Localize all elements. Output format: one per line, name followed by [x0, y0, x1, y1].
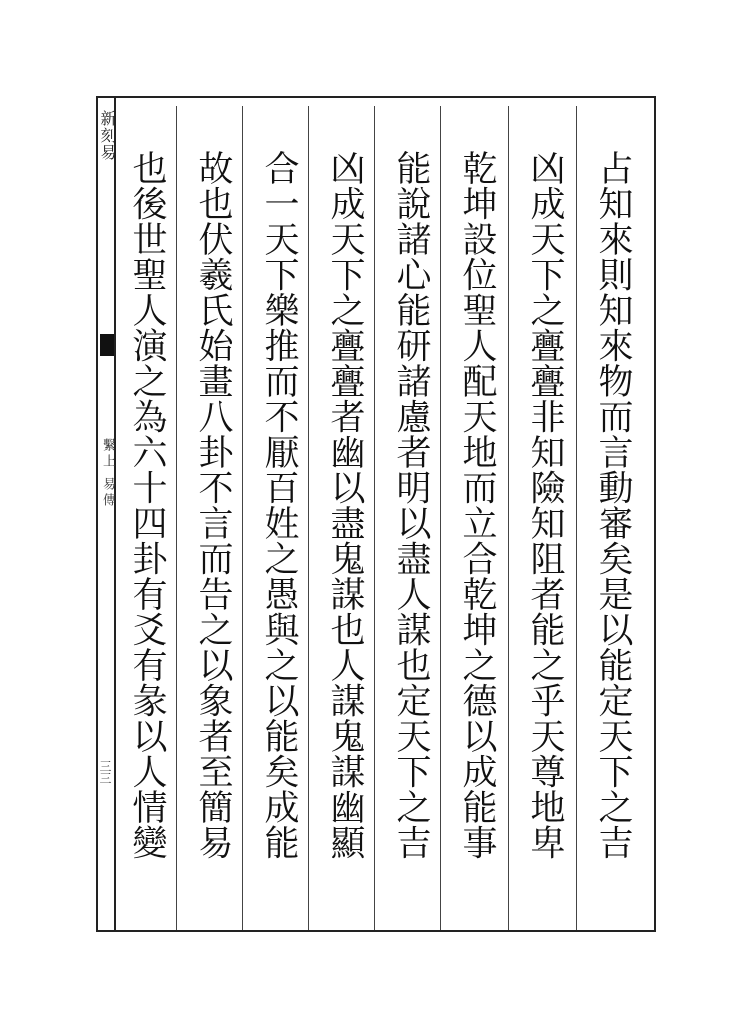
column-rule [576, 106, 577, 930]
column-rule [242, 106, 243, 930]
text-column-6: 合一天下樂推而不厭百姓之愚與之以能矣成能 [259, 150, 299, 860]
text-column-2: 凶成天下之亹亹非知險知阻者能之乎天尊地卑 [525, 150, 565, 860]
text-column-7: 故也伏羲氏始畫八卦不言而告之以象者至簡易 [193, 150, 233, 860]
center-margin-column [98, 98, 116, 930]
column-rule [176, 106, 177, 930]
margin-section-title: 繫上 易傳 [100, 438, 115, 510]
text-column-1: 占知來則知來物而言動審矣是以能定天下之吉 [593, 150, 633, 860]
text-column-8: 也後世聖人演之為六十四卦有爻有彖以人情變 [127, 150, 167, 860]
text-column-5: 凶成天下之亹亹者幽以盡鬼謀也人謀鬼謀幽顯 [325, 150, 365, 860]
fish-tail-mark [100, 334, 114, 356]
column-rule [374, 106, 375, 930]
text-column-4: 能說諸心能研諸慮者明以盡人謀也定天下之吉 [391, 150, 431, 860]
page-border [96, 96, 656, 932]
margin-book-title: 新刻易 [98, 110, 117, 161]
column-rule [440, 106, 441, 930]
margin-page-number: 三三 [98, 760, 112, 784]
column-rule [508, 106, 509, 930]
column-rule [308, 106, 309, 930]
text-column-3: 乾坤設位聖人配天地而立合乾坤之德以成能事 [457, 150, 497, 860]
